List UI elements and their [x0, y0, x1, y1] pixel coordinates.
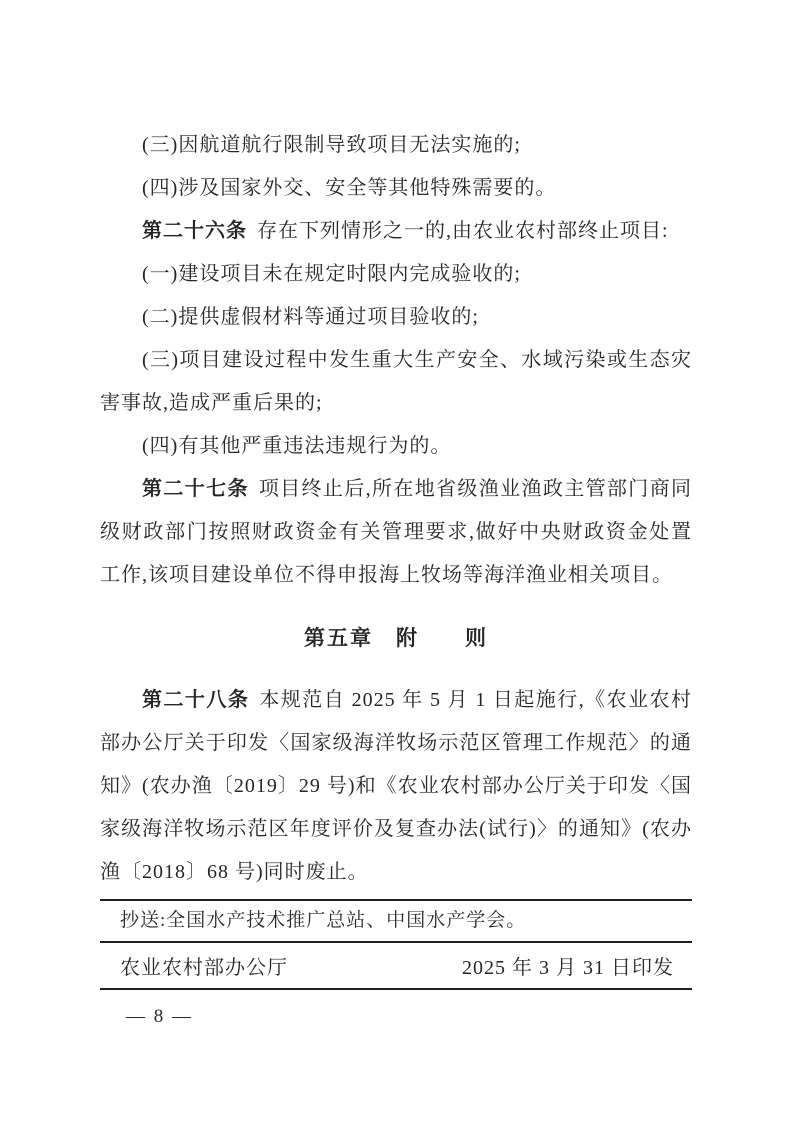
issuer-line	[100, 943, 692, 988]
article-text: 本规范自 2025 年 5 月 1 日起施行,《农业农村部办公厅关于印发〈国家级海洋牧场示范区管理工作规范〉的通知》(农办渔〔2019〕29 号)和《农业农村部办公厅关于印发〈国家级海洋牧场示范区年度评价及复查办法(试行)〉的通知》(农办渔〔2018〕68 号)同时废止。	[100, 689, 693, 883]
article-paragraph	[100, 468, 692, 597]
clause-item: (四)有其他严重违法违规行为的。	[142, 435, 452, 457]
clause-item: (三)项目建设过程中发生重大生产安全、水域污染或生态灾害事故,造成严重后果的;	[100, 349, 692, 414]
chapter-heading: 第五章 附 则	[304, 627, 488, 650]
cc-line: 抄送:全国水产技术推广总站、中国水产学会。	[120, 910, 527, 931]
clause-item: (一)建设项目未在规定时限内完成验收的;	[142, 263, 521, 285]
article-paragraph	[100, 210, 692, 253]
clause-item: (三)因航道航行限制导致项目无法实施的;	[142, 134, 521, 156]
issuer-name: 农业农村部办公厅	[120, 957, 288, 979]
article-paragraph	[100, 679, 692, 894]
document-footer	[100, 899, 692, 990]
document-body	[100, 124, 692, 894]
article-text: 项目终止后,所在地省级渔业渔政主管部门商同级财政部门按照财政资金有关管理要求,做好中央财政资金处置工作,该项目建设单位不得申报海上牧场等海洋渔业相关项目。	[100, 478, 693, 586]
print-date: 2025 年 3 月 31 日印发	[462, 957, 674, 979]
clause-item: (二)提供虚假材料等通过项目验收的;	[142, 306, 479, 328]
article-number: 第二十八条	[142, 689, 250, 711]
article-number: 第二十六条	[142, 220, 247, 242]
article-number: 第二十七条	[142, 478, 249, 500]
divider-bottom	[100, 988, 692, 990]
clause-item: (四)涉及国家外交、安全等其他特殊需要的。	[142, 177, 557, 199]
article-text: 存在下列情形之一的,由农业农村部终止项目:	[257, 220, 669, 242]
page-number: — 8 —	[126, 1006, 193, 1027]
